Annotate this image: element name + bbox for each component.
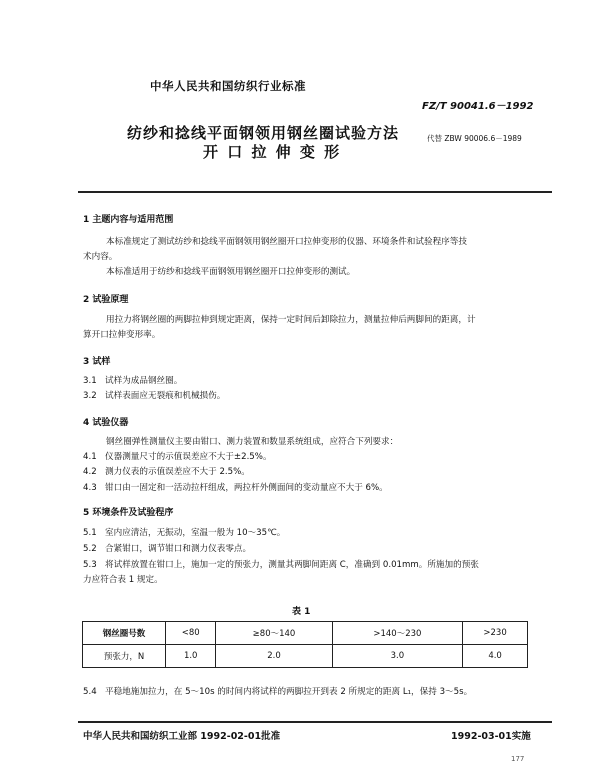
standard-code: FZ/T 90041.6－1992 [422, 101, 534, 112]
table-cell: >140～230 [332, 622, 463, 645]
document-title-line1: 纺纱和捻线平面钢领用钢丝圈试验方法 [127, 124, 400, 142]
section-5-item-1 [83, 526, 285, 541]
item-text: 将试样放置在钳口上，施加一定的预张力，测量其两脚间距离 C，准确到 0.01mm。所施加的预张 [105, 560, 479, 570]
page-number: 177 [511, 755, 525, 763]
section-5-heading: 5 环境条件及试验程序 [83, 508, 174, 518]
item-number: 4.1 [83, 452, 97, 462]
section-3-item-1 [83, 374, 182, 389]
item-number: 5.1 [83, 528, 97, 538]
item-text: 钳口由一固定和一活动拉杆组成，两拉杆外侧面间的变动量应不大于 6%。 [105, 483, 388, 493]
section-5-item-4 [83, 685, 472, 700]
effective-date: 1992-03-01实施 [451, 731, 531, 742]
section-4-item-1 [83, 450, 272, 465]
item-text: 试样为成品钢丝圈。 [105, 376, 183, 386]
section-4-intro: 钢丝圈弹性测量仪主要由钳口、测力装置和数显系统组成，应符合下列要求： [106, 437, 399, 447]
section-5-item-3-cont: 力应符合表 1 规定。 [83, 575, 163, 585]
table-cell: ≥80～140 [216, 622, 332, 645]
table-row [83, 645, 528, 668]
item-number: 5.2 [83, 544, 97, 554]
item-number: 3.2 [83, 391, 97, 401]
item-text: 平稳地施加拉力，在 5～10s 的时间内将试样的两脚拉开到表 2 所规定的距离 L₁，保持 3～5s。 [105, 687, 473, 697]
section-4-heading: 4 试验仪器 [83, 418, 129, 428]
item-text: 合紧钳口，调节钳口和测力仪表零点。 [105, 544, 252, 554]
item-number: 4.3 [83, 483, 97, 493]
table-cell: 预张力，N [83, 645, 166, 668]
section-4-item-3 [83, 481, 388, 496]
table-cell: 3.0 [332, 645, 463, 668]
table-cell: 1.0 [166, 645, 216, 668]
item-number: 3.1 [83, 376, 97, 386]
section-2-para1: 用拉力将钢丝圈的两脚拉伸到规定距离，保持一定时间后卸除拉力，测量拉伸后两脚间的距离，计 [106, 315, 476, 325]
section-3-heading: 3 试样 [83, 357, 111, 367]
table-cell: 钢丝圈号数 [83, 622, 166, 645]
section-1-para1-cont: 术内容。 [83, 252, 118, 262]
replaces-standard: 代替 ZBW 90006.6－1989 [427, 134, 522, 143]
table-cell: >230 [463, 622, 528, 645]
document-title-line2: 开 口 拉 伸 变 形 [203, 143, 342, 161]
section-5-item-2 [83, 542, 251, 557]
approval-line: 中华人民共和国纺织工业部 1992-02-01批准 [83, 731, 281, 742]
item-text: 仪器测量尺寸的示值误差应不大于±2.5%。 [105, 452, 272, 462]
item-number: 4.2 [83, 467, 97, 477]
section-3-item-2 [83, 389, 225, 404]
footer-rule [78, 721, 552, 723]
item-text: 试样表面应无裂痕和机械损伤。 [105, 391, 226, 401]
table-1-caption: 表 1 [292, 607, 311, 617]
item-number: 5.4 [83, 687, 97, 697]
item-text: 室内应清洁，无振动，室温一般为 10～35℃。 [105, 528, 286, 538]
section-2-heading: 2 试验原理 [83, 295, 129, 305]
section-5-item-3 [83, 558, 479, 573]
section-1-heading: 1 主题内容与适用范围 [83, 215, 174, 225]
section-1-para1: 本标准规定了测试纺纱和捻线平面钢领用钢丝圈开口拉伸变形的仪器、环境条件和试验程序等技 [106, 237, 467, 247]
section-2-para1-cont: 算开口拉伸变形率。 [83, 330, 161, 340]
table-cell: 2.0 [216, 645, 332, 668]
section-4-item-2 [83, 465, 250, 480]
table-cell: 4.0 [463, 645, 528, 668]
standard-org-title: 中华人民共和国纺织行业标准 [150, 79, 306, 93]
table-cell: <80 [166, 622, 216, 645]
table-row [83, 622, 528, 645]
section-1-para2: 本标准适用于纺纱和捻线平面钢领用钢丝圈开口拉伸变形的测试。 [106, 267, 356, 277]
item-text: 测力仪表的示值误差应不大于 2.5%。 [105, 467, 250, 477]
table-1 [82, 621, 528, 668]
item-number: 5.3 [83, 560, 97, 570]
header-rule [78, 191, 552, 193]
